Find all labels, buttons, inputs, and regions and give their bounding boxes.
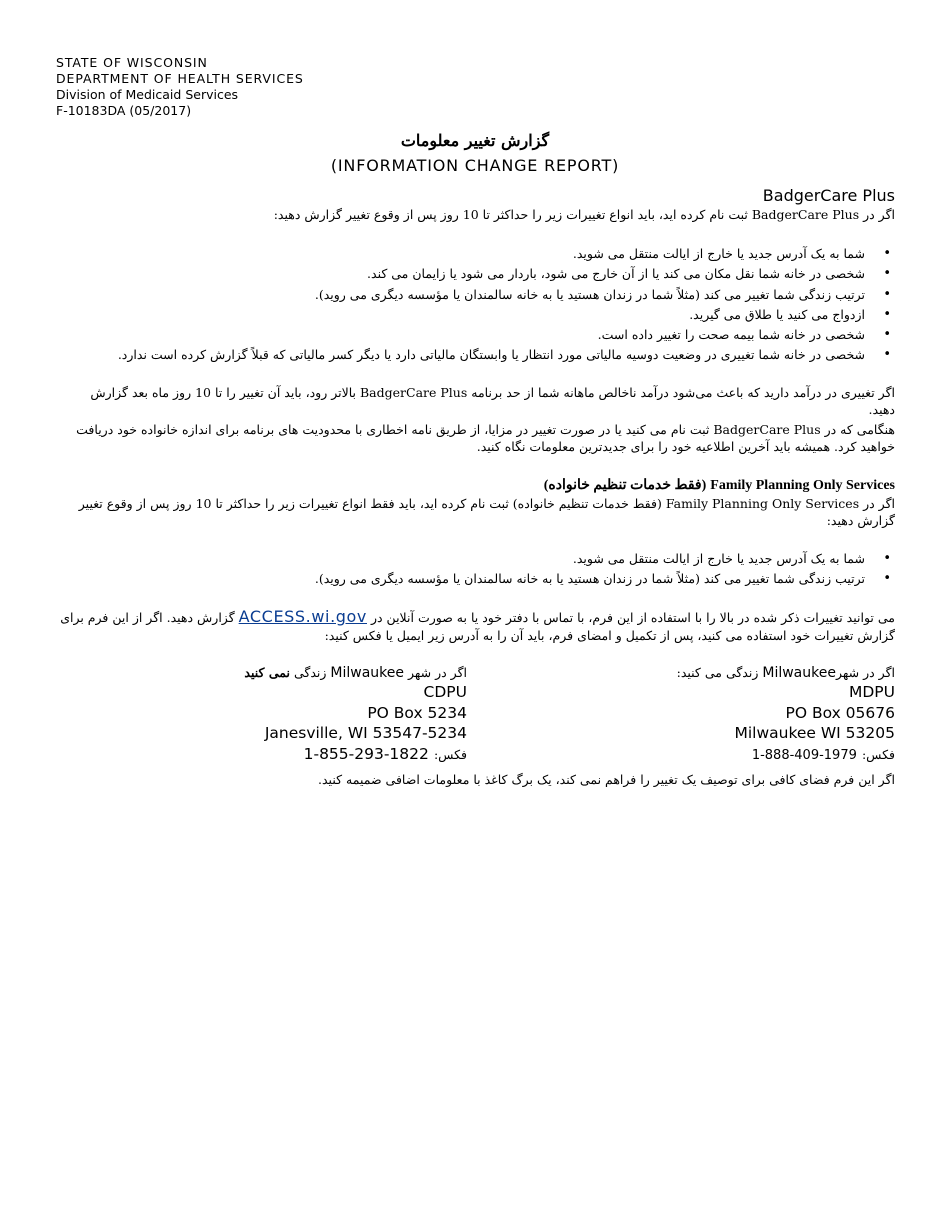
address-outside-milwaukee	[47, 664, 467, 765]
form-number: F-10183DA (05/2017)	[56, 103, 192, 118]
notice-paragraph: هنگامی که در BadgerCare Plus ثبت نام می کنید یا در صورت تغییر در مزایا، از طریق نامه اخطاری با محدودیت های برنامه برای اندازه خانواده خود دریافت خواهید کرد. همیشه باید آخرین اطلاعیه خود را برای جدیدترین معلومات نگاه کنید.	[76, 422, 895, 454]
po-box: PO Box 05676	[785, 703, 895, 722]
processing-unit-name: MDPU	[848, 683, 895, 701]
fax-label: فکس:	[861, 746, 895, 762]
list-item: • شما به یک آدرس جدید یا خارج از ایالت منتقل می شوید.	[60, 549, 895, 569]
income-change-paragraph: اگر تغییری در درآمد دارید که باعث می‌شود درآمد ناخالص ماهانه شما از حد برنامه BadgerCare Plus بالاتر رود، باید آن تغییر را تا 10 روز ماه بعد گزارش دهید.	[90, 385, 895, 417]
fax-number: 1-855-293-1822	[303, 744, 429, 763]
address-in-milwaukee	[475, 664, 895, 766]
condition-city: Milwaukee	[762, 665, 836, 681]
badgercare-change-list	[60, 244, 895, 366]
fax-label: فکس:	[433, 746, 467, 762]
badgercare-heading: BadgerCare Plus	[762, 186, 895, 205]
fax-line	[475, 744, 895, 766]
list-item: • ترتیب زندگی شما تغییر می کند (مثلاً شما در زندان هستید یا به خانه سالمندان یا مؤسسه دیگری می روید).	[60, 285, 895, 305]
reporting-instructions	[60, 608, 895, 645]
page-title-persian: گزارش تغییر معلومات	[400, 131, 550, 150]
page-title-english: (INFORMATION CHANGE REPORT)	[330, 156, 620, 175]
condition-city: Milwaukee	[330, 665, 404, 681]
access-wi-gov-link[interactable]: ACCESS.wi.gov	[238, 607, 367, 626]
department-name: DEPARTMENT OF HEALTH SERVICES	[56, 71, 304, 86]
division-name: Division of Medicaid Services	[56, 87, 239, 102]
reporting-text-before-link: می توانید تغییرات ذکر شده در بالا را با استفاده از این فرم، با تماس با دفتر خود یا به صورت آنلاین در	[370, 610, 895, 625]
list-item: • ازدواج می کنید یا طلاق می گیرید.	[60, 305, 895, 325]
family-planning-heading	[60, 476, 895, 494]
family-planning-change-list	[60, 549, 895, 590]
badgercare-intro: اگر در BadgerCare Plus ثبت نام کرده اید، باید انواع تغییرات زیر را حداکثر تا 10 روز پس از وقوع تغییر گزارش دهید:	[273, 207, 895, 222]
agency-header	[56, 55, 304, 119]
list-item: • شخصی در خانه شما نقل مکان می کند یا از آن خارج می شود، باردار می شود یا زایمان می کند.	[60, 264, 895, 284]
po-box: PO Box 5234	[367, 703, 467, 722]
fax-line	[47, 744, 467, 765]
condition-emphasis: نمی کنید	[244, 665, 290, 680]
fax-number: 1-888-409-1979	[751, 747, 857, 763]
city-state-zip: Milwaukee WI 53205	[734, 724, 895, 742]
condition-prefix: اگر در شهر	[835, 665, 895, 680]
family-planning-intro: اگر در Family Planning Only Services (فقط خدمات تنظیم خانواده) ثبت نام کرده اید، باید فقط انواع تغییرات زیر را حداکثر تا 10 روز پس از وقوع تغییر گزارش دهید:	[78, 496, 895, 528]
family-planning-heading-fa: (فقط خدمات تنظیم خانواده)	[543, 478, 707, 493]
city-state-zip: Janesville, WI 53547-5234	[264, 724, 467, 742]
list-item: • شما به یک آدرس جدید یا خارج از ایالت منتقل می شوید.	[60, 244, 895, 264]
list-item: • شخصی در خانه شما بیمه صحت را تغییر داده است.	[60, 325, 895, 345]
condition-prefix: اگر در شهر	[407, 665, 467, 680]
list-item: • ترتیب زندگی شما تغییر می کند (مثلاً شما در زندان هستید یا به خانه سالمندان یا مؤسسه دیگری می روید).	[60, 569, 895, 589]
list-item: • شخصی در خانه شما تغییری در وضعیت دوسیه مالیاتی مورد انتظار یا وابستگان مالیاتی دارد یا دیگر کسر مالیاتی که قبلاً گزارش کرده است ندارد.	[60, 345, 895, 365]
family-planning-heading-en: Family Planning Only Services	[710, 478, 895, 493]
condition-mid: زندگی	[293, 665, 327, 680]
extra-space-note: اگر این فرم فضای کافی برای توصیف یک تغییر را فراهم نمی کند، یک برگ کاغذ با معلومات اضافی ضمیمه کنید.	[318, 772, 895, 787]
reporting-text-after-link: گزارش دهید. اگر از این فرم برای گزارش تغییرات خود استفاده می کنید، پس از تکمیل و امضای فرم، باید آن را به آدرس زیر ایمیل یا فکس کنید:	[60, 610, 895, 643]
address-condition	[475, 664, 895, 682]
processing-unit-name: CDPU	[423, 683, 467, 701]
address-condition	[47, 664, 467, 682]
state-name: STATE OF WISCONSIN	[56, 55, 208, 70]
condition-suffix: زندگی می کنید:	[676, 665, 759, 680]
